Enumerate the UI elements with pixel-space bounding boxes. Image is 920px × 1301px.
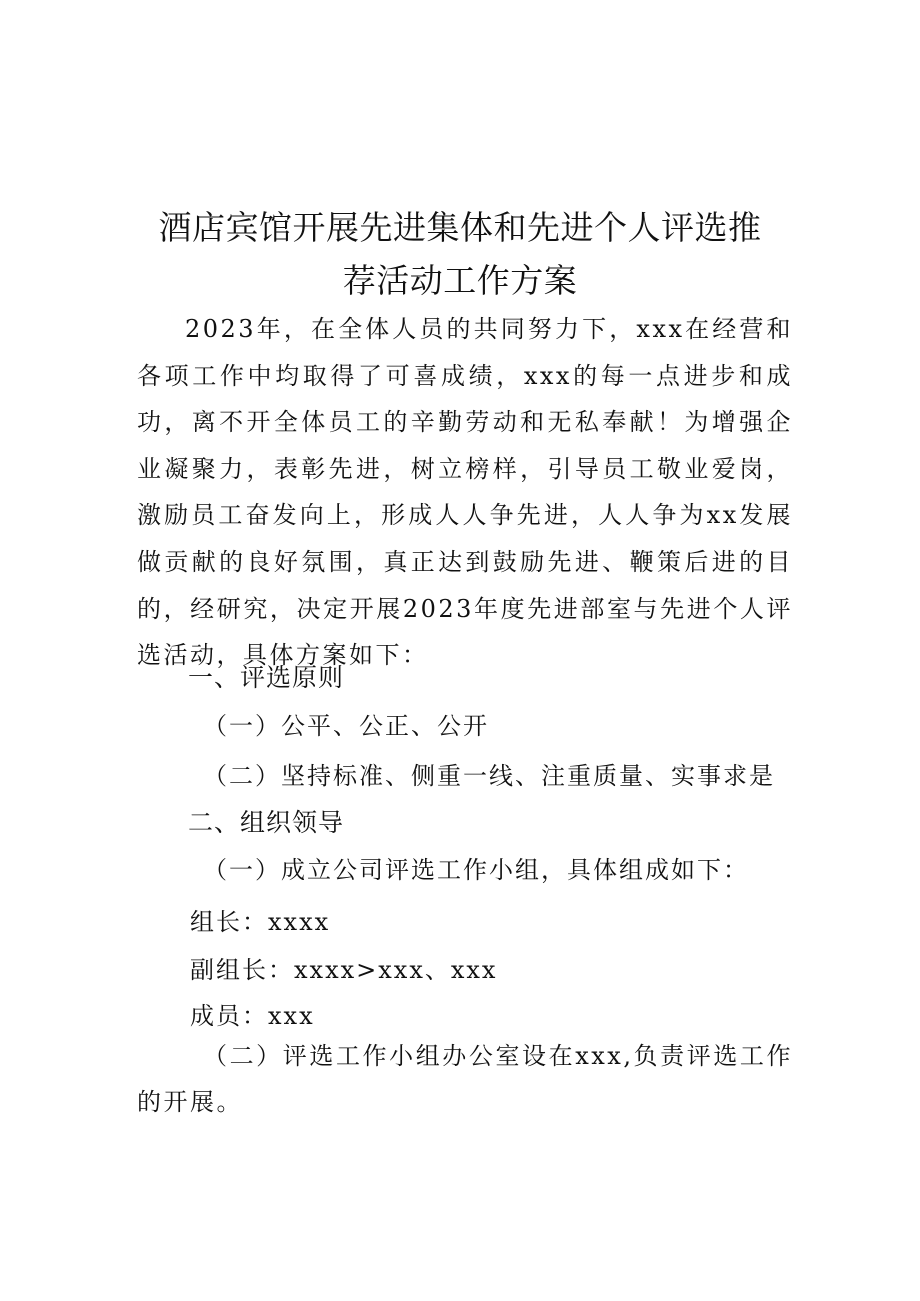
member-leader: 组长：xxxx [190,908,331,936]
principle-item-2: （二）坚持标准、侧重一线、注重质量、实事求是 [203,762,775,790]
document-title-line-1: 酒店宾馆开展先进集体和先进个人评选推 [158,208,762,247]
section-heading-principles: 一、评选原则 [188,663,345,692]
document-title-line-2: 荐活动工作方案 [342,261,578,300]
section-heading-organization: 二、组织领导 [188,808,345,837]
member-members: 成员：xxx [190,1002,315,1030]
intro-paragraph: 2023年，在全体人员的共同努力下，xxx在经营和各项工作中均取得了可喜成绩，xxx的每一点进步和成功，离不开全体员工的辛勤劳动和无私奉献！为增强企业凝聚力，表彰先进，树立榜样，引导员工敬业爱岗，激励员工奋发向上，形成人人争先进，人人争为xx发展做贡献的良好氛围，真正达到鼓励先进、鞭策后进的目的，经研究，决定开展2023年度先进部室与先进个人评选活动，具体方案如下： [137,315,793,670]
organization-item-2: （二）评选工作小组办公室设在xxx,负责评选工作的开展。 [137,1042,793,1116]
member-deputy-leader: 副组长：xxxx>xxx、xxx [190,956,498,984]
organization-item-1: （一）成立公司评选工作小组，具体组成如下： [203,856,749,884]
principle-item-1: （一）公平、公正、公开 [203,712,489,740]
